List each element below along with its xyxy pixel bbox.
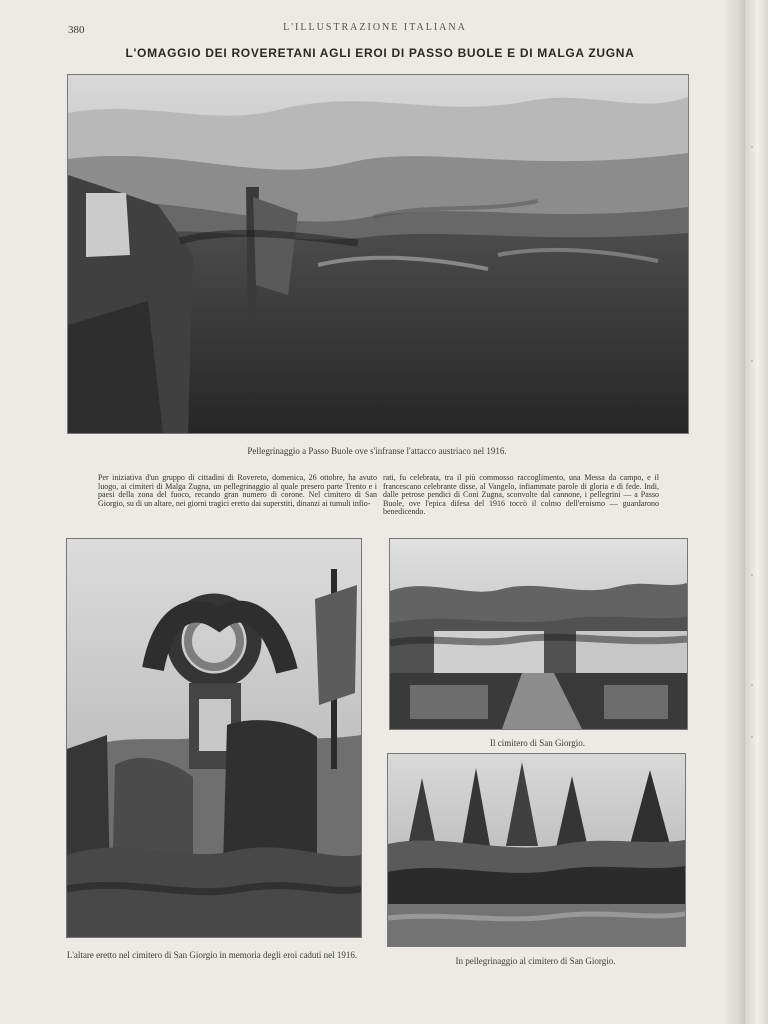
spine-mark — [751, 360, 753, 362]
photo-san-giorgio-cemetery — [389, 538, 688, 730]
article-column-right: rati, fu celebrata, tra il più commosso raccoglimento, una Messa da campo, e il francescano celebrante disse, al Vangelo, infiammate parole di gloria e di fede. Indi, dalle petrose pendici di Coni Zugna, sconvolte dal cannone, i pellegrini — a Passo Buole, ove l'epica difesa del 1916 toccò il colmo dell'eroismo — guardarono benedicendo. — [383, 473, 659, 517]
photo-san-giorgio-altar — [66, 538, 362, 938]
caption-san-giorgio-cemetery: Il cimitero di San Giorgio. — [489, 738, 586, 748]
caption-san-giorgio-altar: L'altare eretto nel cimitero di San Giorgio in memoria degli eroi caduti nel 1916. — [66, 950, 358, 960]
spine-mark — [751, 146, 753, 148]
spine-mark — [751, 574, 753, 576]
spine-mark — [751, 684, 753, 686]
book-spine — [745, 0, 768, 1024]
page-title: L'OMAGGIO DEI ROVERETANI AGLI EROI DI PASSO BUOLE E DI MALGA ZUGNA — [125, 46, 635, 60]
masthead: L'ILLUSTRAZIONE ITALIANA — [283, 22, 467, 33]
photo-passo-buole-pilgrimage — [67, 74, 689, 434]
caption-top-photo: Pellegrinaggio a Passo Buole ove s'infranse l'attacco austriaco nel 1916. — [247, 446, 507, 456]
spine-mark — [751, 736, 753, 738]
photo-san-giorgio-pilgrimage — [387, 753, 686, 947]
page-number: 380 — [68, 24, 85, 36]
caption-san-giorgio-pilgrimage: In pellegrinaggio al cimitero di San Giorgio. — [455, 956, 616, 966]
article-column-left: Per iniziativa d'un gruppo di cittadini di Rovereto, domenica, 26 ottobre, ha avuto luogo, ai cimiteri di Malga Zugna, un pellegrinaggio al quale presero parte Trento e i paesi della zona del fuoco, recando gran numero di corone. Nel cimitero di San Giorgio, su di un altare, nei giorni tragici eretto dai superstiti, dinanzi ai tumuli infio- — [98, 473, 377, 508]
